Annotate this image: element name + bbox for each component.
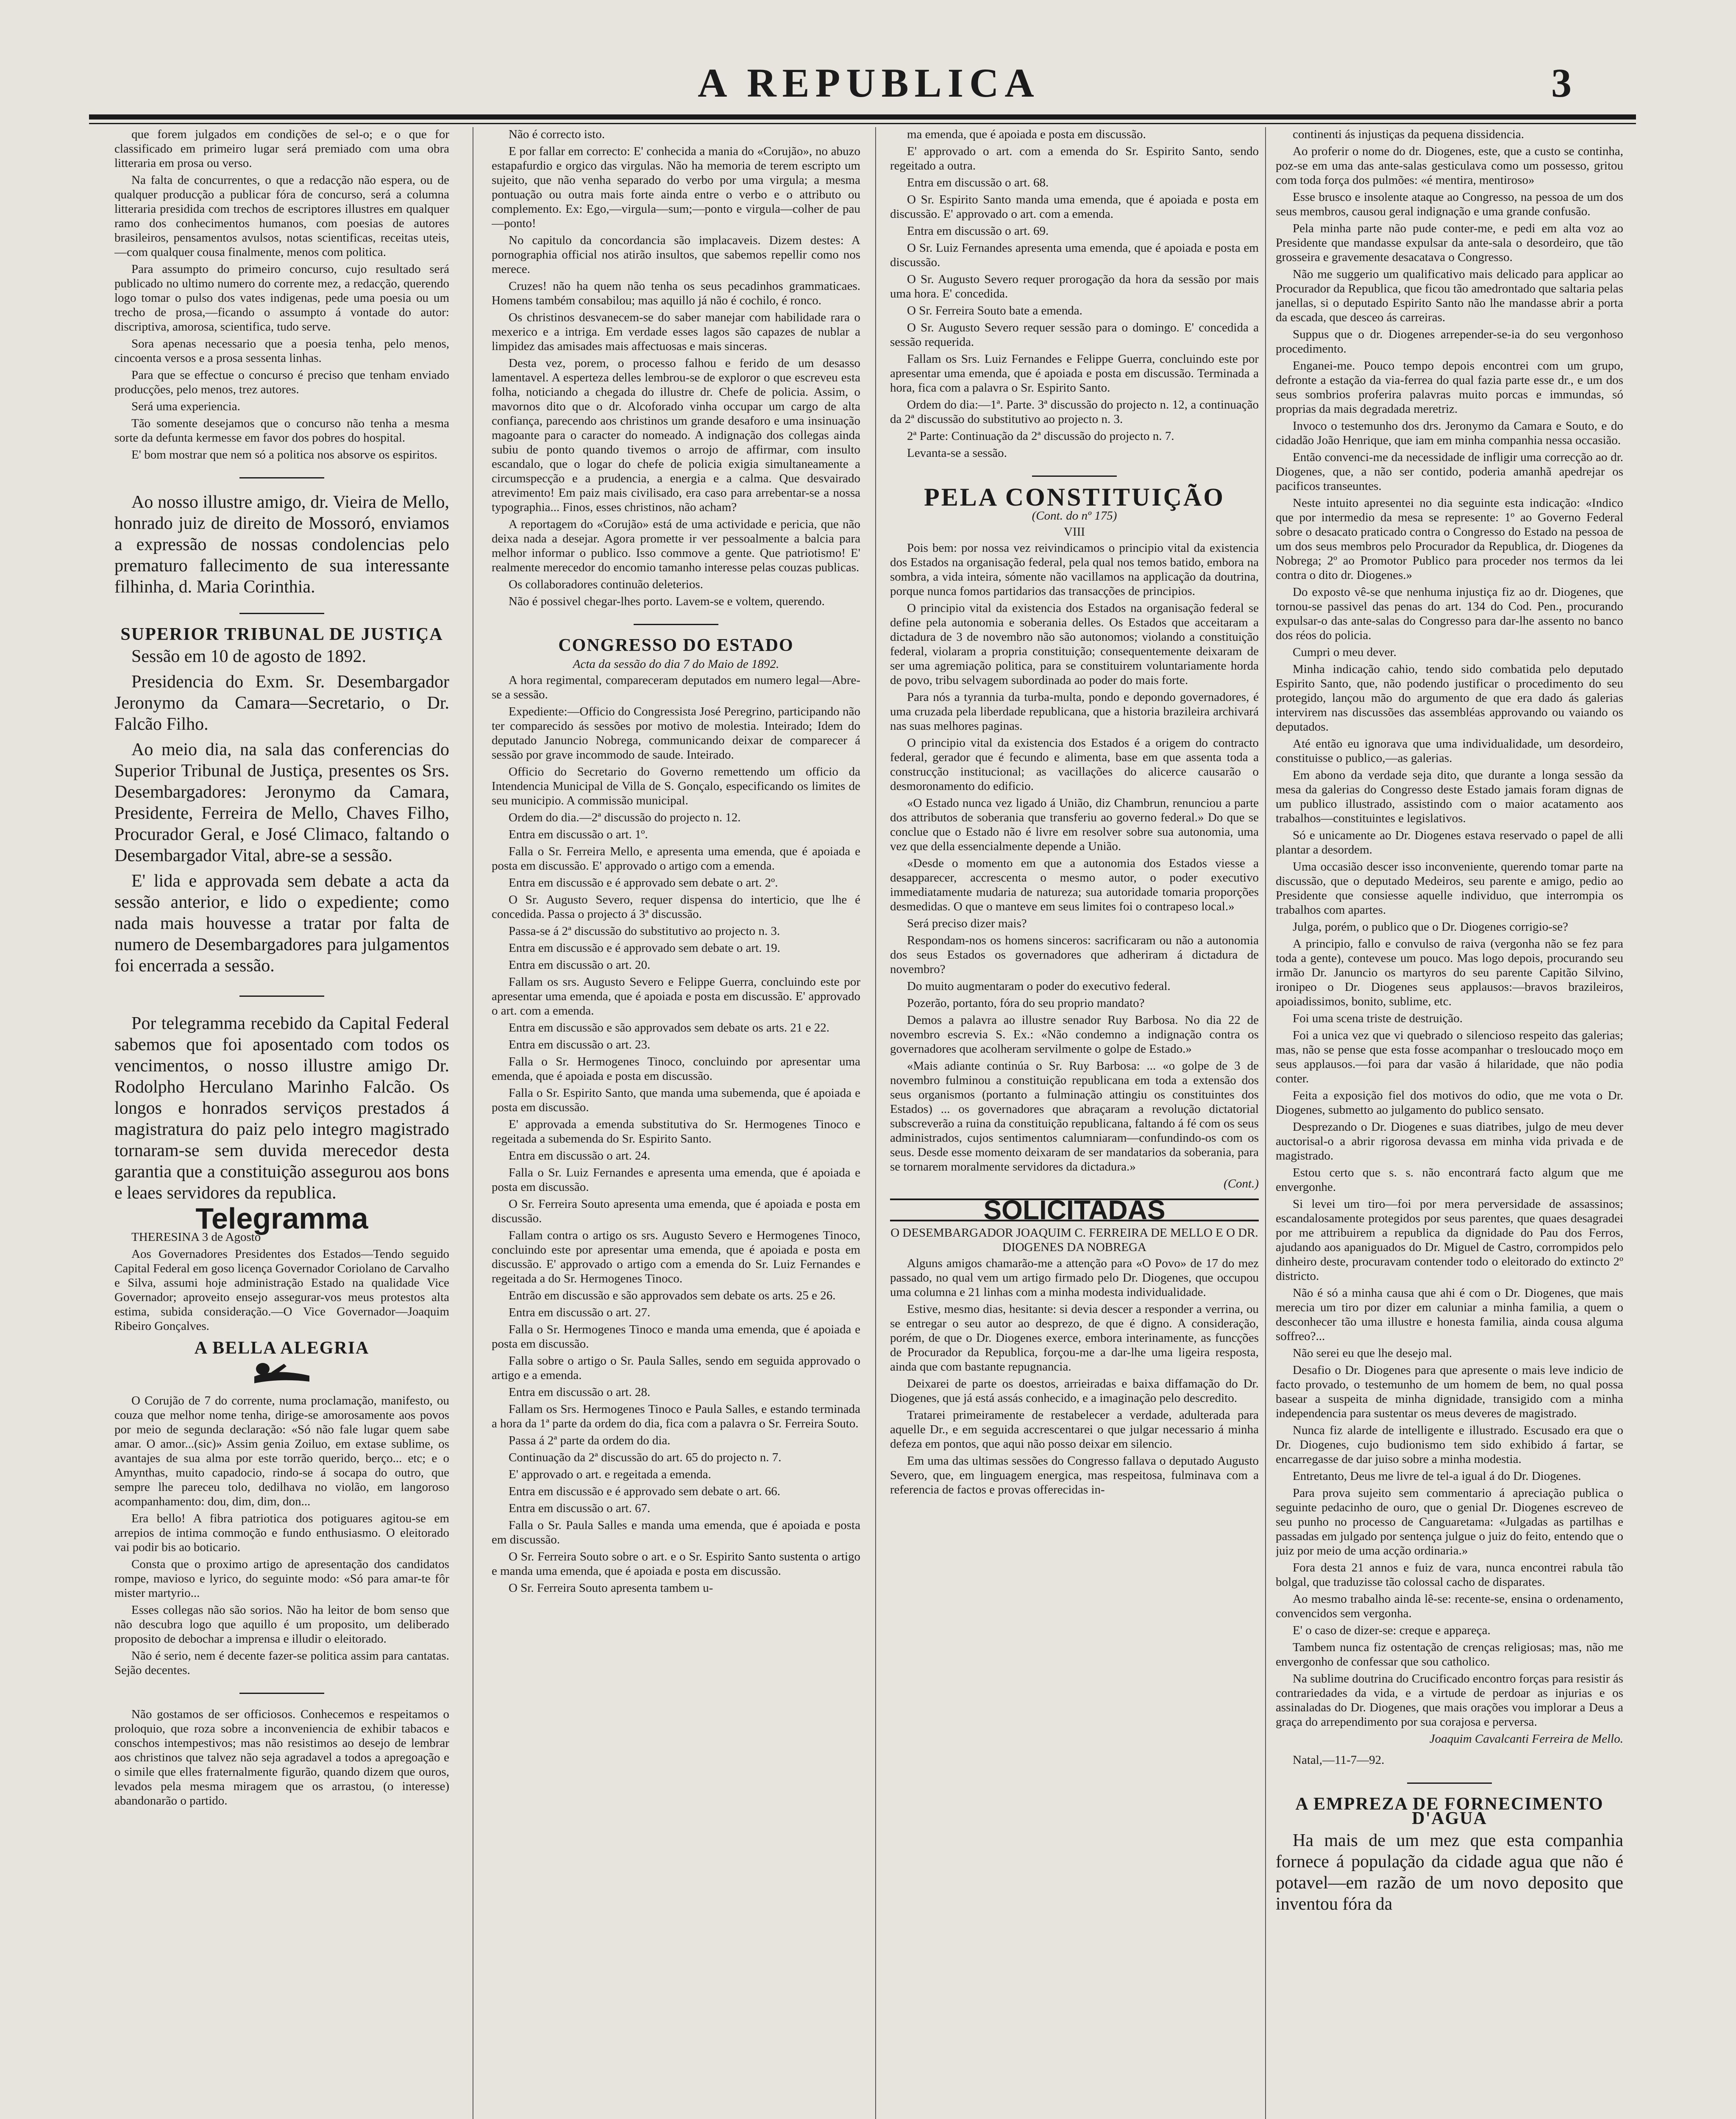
separator-ornament xyxy=(114,984,449,1005)
paragraph: Será uma experiencia. xyxy=(131,400,240,413)
paragraph: E' approvado o art. e regeitada a emenda. xyxy=(509,1468,711,1481)
paragraph: Officio do Secretario do Governo remettendo um officio da Intendencia Municipal de Villa de S. Gonçalo, especificando os limites de seu municipio. A commissão municipal. xyxy=(492,765,860,807)
paragraph: Não é possivel chegar-lhes porto. Lavem-se e voltem, querendo. xyxy=(509,595,825,608)
paragraph: Entrão em discussão e são approvados sem debate os arts. 25 e 26. xyxy=(509,1289,836,1302)
paragraph: Falla o Sr. Ferreira Mello, e apresenta uma emenda, que é apoiada e posta em discussão. E' approvado o artigo com a emenda. xyxy=(492,845,860,873)
paragraph: Do muito augmentaram o poder do executivo federal. xyxy=(907,979,1171,993)
separator-ornament xyxy=(1276,1775,1623,1789)
paragraph: A principio, fallo e convulso de raiva (vergonha não se fez para toda a gente), contevese um pouco. Mas logo depois, procurando seu irmão Dr. Januncio os martyros do seu parente Capitão Silvino, ironipeo o Dr. Diogenes seus applausos:—bravos brazileiros, apoiadissimos, bonito, sublime, etc. xyxy=(1276,937,1623,1008)
paragraph: Falla o Sr. Hermogenes Tinoco, concluindo por apresentar uma emenda, que é apoiada e posta em discussão. xyxy=(492,1055,860,1083)
paragraph: O Corujão de 7 do corrente, numa proclamação, manifesto, ou couza que melhor nome tenha, dirige-se amorosamente aos povos por meio de segunda declaração: «Só não fale lugar quem sabe amar. O amor...(sic)» Assim genia Zoiluo, em extase sublime, os avantajes de sua alma por este torrão querido, berço... etc; e o Amynthas, muito capadocio, rindo-se á socapa do outro, que sempre lhe pareceu tolo, dedilhava no violão, em langoroso acompanhamento: dou, dim, dim, don... xyxy=(114,1394,449,1508)
paragraph: «Desde o momento em que a autonomia dos Estados viesse a desapparecer, accrescenta o mesmo autor, o poder executivo immediatamente mudaria de natureza; sua autoridade tomaria proporções desmedidas. O que o manteve em seus limites foi o contrapeso local.» xyxy=(890,856,1259,913)
paragraph: Fallam contra o artigo os srs. Augusto Severo e Hermogenes Tinoco, concluindo este por apresentar uma emenda, que é apoiada e posta em discussão. E' approvado o artigo com a emenda do Sr. Luiz Fernandes e regeitada a do Sr. Hermogenes Tinoco. xyxy=(492,1229,860,1285)
paragraph: Si levei um tiro—foi por mera perversidade de assassinos; escandalosamente protegidos por seus parentes, que quaes desagradei por me attribuirem a republica da dignidade do Pau dos Ferros, ajudando aos apaniguados do Dr. Miguel de Castro, corrompidos pelo dinheiro deste, procuravam contender todo o eleitorado do extincto 2º districto. xyxy=(1276,1197,1623,1283)
paragraph: Presidencia do Exm. Sr. Desembargador Jeronymo da Camara—Secretario, o Dr. Falcão Filho. xyxy=(114,672,449,734)
paragraph: Julga, porém, o publico que o Dr. Diogenes corrigio-se? xyxy=(1293,920,1568,934)
section-heading-solicitadas: SOLICITADAS xyxy=(890,1199,1259,1221)
separator-ornament xyxy=(890,468,1259,482)
page-header xyxy=(0,0,1736,119)
paragraph: Na sublime doutrina do Crucificado encontro forças para resistir ás contrariedades da vida, e a virtude de perdoar as injurias e os assinaladas do Dr. Diogenes, que mais orações vou implorar a Deus a graça do arrependimento por sua corajosa e perversa. xyxy=(1276,1672,1623,1729)
masthead-title: A REPUBLICA xyxy=(698,60,1040,106)
paragraph: Falla sobre o artigo o Sr. Paula Salles, sendo em seguida approvado o artigo e a emenda. xyxy=(492,1354,860,1382)
paragraph: Em uma das ultimas sessões do Congresso fallava o deputado Augusto Severo, que, em linguagem energica, mas respeitosa, fulminava com a referencia de factos e provas offerecidas in- xyxy=(890,1454,1259,1496)
paragraph: Foi a unica vez que vi quebrado o silencioso respeito das galerias; mas, não se pense que esta fosse acompanhar o tresloucado moço em seus applausos.—foi para dar vasão á hilaridade, que não podia conter. xyxy=(1276,1029,1623,1085)
paragraph: Entra em discussão e é approvado sem debate o art. 19. xyxy=(509,941,781,955)
column-4 xyxy=(1276,127,1623,2119)
paragraph: A reportagem do «Corujão» está de uma actividade e pericia, que não deixa nada a desejar. Agora promette ir ver pessoalmente a balcia para melhor informar o publico. Isso commove a gente. Que patriotismo! E' realmente merecedor do encomio tamanho interesse pelas couzas publicas. xyxy=(492,517,860,574)
paragraph: ma emenda, que é apoiada e posta em discussão. xyxy=(907,128,1146,141)
paragraph: Então convenci-me da necessidade de infligir uma correcção ao dr. Diogenes, que, a não ser contido, poderia amanhã apedrejar os pacificos transeuntes. xyxy=(1276,450,1623,493)
paragraph: Aos Governadores Presidentes dos Estados—Tendo seguido Capital Federal em goso licença Governador Coriolano de Carvalho e Silva, assumi hoje administração Estado na qualidade Vice Governador; aproveito ensejo assegurar-vos meus protestos alta estima, subida consideração.—O Vice Governador—Joaquim Ribeiro Gonçalves. xyxy=(114,1247,449,1333)
section-heading-tribunal: SUPERIOR TRIBUNAL DE JUSTIÇA xyxy=(120,625,443,644)
section-subtitle: O DESEMBARGADOR JOAQUIM C. FERREIRA DE MELLO E O DR. DIOGENES DA NOBREGA xyxy=(890,1226,1258,1254)
paragraph: Estive, mesmo dias, hesitante: si devia descer a responder a verrina, ou se entregar o seu autor ao desprezo, de que é digno. A consideração, porém, de que o Dr. Diogenes exerce, embora interinamente, as funcções de Procurador da Republica, forçou-me a dar-lhe uma ligeira resposta, ainda que com bastante repugnancia. xyxy=(890,1302,1259,1374)
paragraph: E' approvado o art. com a emenda do Sr. Espirito Santo, sendo regeitado a outra. xyxy=(890,145,1259,172)
column-divider xyxy=(1265,127,1266,2119)
paragraph: Ao meio dia, na sala das conferencias do Superior Tribunal de Justiça, presentes os Srs. Desembargadores: Jeronymo da Camara, Presidente, Ferreira de Mello, Chaves Filho, Procurador Geral, e José Climaco, faltando o Desembargador Vital, abre-se a sessão. xyxy=(114,740,449,865)
paragraph: Tambem nunca fiz ostentação de crenças religiosas; mas, não me envergonho de confessar que sou catholico. xyxy=(1276,1641,1623,1669)
paragraph: Ao mesmo trabalho ainda lê-se: recente-se, ensina o ordenamento, convencidos sem vergonha. xyxy=(1276,1592,1623,1620)
paragraph: que forem julgados em condições de sel-o; e o que for classificado em primeiro lugar será premiado com uma obra litteraria em prosa ou verso. xyxy=(114,128,449,170)
section-heading-bella-alegria: A BELLA ALEGRIA xyxy=(194,1338,370,1358)
separator-ornament xyxy=(114,470,449,484)
paragraph: Só e unicamente ao Dr. Diogenes estava reservado o papel de alli plantar a desordem. xyxy=(1276,829,1623,856)
section-heading-empreza: A EMPREZA DE FORNECIMENTO D'AGUA xyxy=(1295,1794,1604,1828)
paragraph: Sessão em 10 de agosto de 1892. xyxy=(131,647,367,666)
signature: Joaquim Cavalcanti Ferreira de Mello. xyxy=(1429,1732,1623,1746)
paragraph: Desta vez, porem, o processo falhou e ferido de um desasso lamentavel. A esperteza delles lembrou-se de exploror o que escreveu esta folha, noticiando a chegada do illustre dr. Chefe de policia. Assim, o mavornos dito que o dr. Alcoforado vinha occupar um cargo de alta confiança, parecendo aos christinos um grande desaforo e uma insinuação magoante para o caracter do nomeado. A indignação dos collegas ainda subiu de ponto quando tivemos o arrojo de affirmar, com insulto escandalo, que o logar do chefe de policia exigia simultaneamente a circumspecção e a prudencia, a energia e a calma. Que desvairado atrevimento! Em paiz mais civilisado, era caso para arrebentar-se a nossa typographia... Finos, esses christinos, não acham? xyxy=(492,356,860,514)
paragraph: Enganei-me. Pouco tempo depois encontrei com um grupo, defronte a estação da via-ferrea do qual fazia parte esse dr., e um dos seus sombrios proferira palavras muito porcas e immundas, só proprias da mais degradada meretriz. xyxy=(1276,359,1623,416)
paragraph: Ao proferir o nome do dr. Diogenes, este, que a custo se continha, poz-se em uma das ante-salas gesticulava como um possesso, gritou com toda força dos pulmões: «é mentira, mentiroso» xyxy=(1276,145,1623,187)
condolence-notice xyxy=(114,492,449,598)
paragraph: Era bello! A fibra patriotica dos potiguares agitou-se em arrepios de intima commoção e fundo enthusiasmo. O eleitorado vai podir bis ao boticario. xyxy=(114,1512,449,1554)
paragraph: O Sr. Ferreira Souto apresenta tambem u- xyxy=(509,1581,713,1595)
paragraph: «Mais adiante continúa o Sr. Ruy Barbosa: ... «o golpe de 3 de novembro fulminou a constituição republicana em toda a extensão dos seus organismos (portanto a fulminação attingiu os constituintes dos Estados) ... os governadores que abraçaram a revolução dictatorial subscreverão a ruina da constituição republicana, faltando á fé com os seus administrados, cujos sentimentos calumniaram—confundindo-os com os seus. Desde esse momento deixaram de ser mandatarios da soberania, para se tornarem moralmente servidores da dictadura.» xyxy=(890,1059,1259,1174)
paragraph: Não é correcto isto. xyxy=(509,128,605,141)
paragraph: O Sr. Augusto Severo requer prorogação da hora da sessão por mais uma hora. E' concedida. xyxy=(890,273,1259,300)
paragraph: Deixarei de parte os doestos, arrieiradas e baixa diffamação do Dr. Diogenes, que já está assás conhecido, e a imaginação pelo descredito. xyxy=(890,1377,1259,1405)
paragraph: Entra em discussão e é approvado sem debate o art. 2º. xyxy=(509,876,778,890)
dateline: THERESINA 3 de Agosto xyxy=(131,1230,261,1244)
separator-ornament xyxy=(492,616,860,631)
paragraph: Fallam os Srs. Luiz Fernandes e Felippe Guerra, concluindo este por apresentar uma emenda, que é apoiada e posta em discussão. Terminada a hora, fica com a palavra o Sr. Espirito Santo. xyxy=(890,352,1259,395)
paragraph: Os collaboradores continuão deleterios. xyxy=(509,578,704,591)
paragraph: Não gostamos de ser officiosos. Conhecemos e respeitamos o proloquio, que roza sobre a inconveniencia de exhibir tabacos e conschos intempestivos; mas não resistimos ao desejo de lembrar aos christinos que talvez não seja agradavel a todos a apregoação e o simile que elles fraternalmente figurão, quando dizem que ouros, levados pela mesma miragem que os arrastou, (o interesse) abandonarão o partido. xyxy=(114,1707,449,1808)
paragraph: Tão somente desejamos que o concurso não tenha a mesma sorte da defunta kermesse em favor dos pobres do hospital. xyxy=(114,417,449,445)
paragraph: Estou certo que s. s. não encontrará facto algum que me envergonhe. xyxy=(1276,1166,1623,1194)
separator-ornament xyxy=(114,605,449,620)
paragraph: O Sr. Augusto Severo, requer dispensa do interticio, que lhe é concedida. Passa o projecto á 3ª discussão. xyxy=(492,893,860,921)
paragraph: Ordem do dia:—1ª. Parte. 3ª discussão do projecto n. 12, a continuação da 2ª discussão do substitutivo ao projecto n. 3. xyxy=(890,398,1259,426)
paragraph: Passa á 2ª parte da ordem do dia. xyxy=(509,1434,670,1447)
paragraph: Ordem do dia.—2ª discussão do projecto n. 12. xyxy=(509,811,741,824)
paragraph: «O Estado nunca vez ligado á União, diz Chambrun, renunciou a parte dos attributos de soberania que transferiu ao governo federal.» Do que se conclue que o Estado não é livre em resolver sobre sua autonomia, uma vez que della essencialmente depende a União. xyxy=(890,796,1259,853)
paragraph: Levanta-se a sessão. xyxy=(907,446,1007,460)
section-heading-constituicao: PELA CONSTITUIÇÃO xyxy=(924,483,1225,511)
paragraph: Minha indicação cahio, tendo sido combatida pelo deputado Espirito Santo, que, não podendo justificar o procedimento do seu protegido, lançou mão do argumento de que era dado ás galerias intervirem nas discussões das assembléas approvando ou vaiando os deputados. xyxy=(1276,662,1623,734)
section-subtitle: Acta da sessão do dia 7 do Maio de 1892. xyxy=(573,657,779,671)
paragraph: Do exposto vê-se que nenhuma injustiça fiz ao dr. Diogenes, que tornou-se passivel das penas do art. 134 do Cod. Pen., procurando expulsar-o das ante-salas do Congresso para dar-lhe assento no banco dos réos do policia. xyxy=(1276,585,1623,642)
paragraph: E por fallar em correcto: E' conhecida a mania do «Corujão», no abuzo estapafurdio e orgico das virgulas. Não ha memoria de terem escripto um sujeito, que não venha separado do verbo por uma virgula; a mesma pontuação ou outra mais forte ainda entre o verbo e o attributo ou complemento. Ex: Ego,—virgula—sum;—ponto e virgula—colher de pau—ponto! xyxy=(492,145,860,230)
paragraph: Para prova sujeito sem commentario á apreciação publica o seguinte pedacinho de ouro, que o genial Dr. Diogenes escreveo de seu punho no processo de Canguaretama: «Julgadas as partilhas e passadas em julgado por sentença julgue o juiz do feito, entendo que o juiz por meio de uma acção ordinaria.» xyxy=(1276,1486,1623,1557)
page-number: 3 xyxy=(1551,60,1572,106)
paragraph: Entretanto, Deus me livre de tel-a igual á do Dr. Diogenes. xyxy=(1293,1469,1581,1483)
paragraph: Entra em discussão o art. 27. xyxy=(509,1306,651,1319)
paragraph: Alguns amigos chamarão-me a attenção para «O Povo» de 17 do mez passado, no qual vem um artigo firmado pelo Dr. Diogenes, que occupou uma columna e 21 linhas com a minha modesta individualidade. xyxy=(890,1257,1259,1299)
paragraph: Ha mais de um mez que esta companhia fornece á população da cidade agua que não é potavel—em razão de um novo deposito que inventou fóra da xyxy=(1276,1831,1623,1914)
paragraph: Feita a exposição fiel dos motivos do odio, que me vota o Dr. Diogenes, submetto ao julgamento do publico sensato. xyxy=(1276,1089,1623,1117)
paragraph: Continuação da 2ª discussão do art. 65 do projecto n. 7. xyxy=(509,1451,782,1464)
paragraph: Respondam-nos os homens sinceros: sacrificaram ou não a autonomia dos seus Estados os governadores que adheriram á dictadura de novembro? xyxy=(890,934,1259,976)
paragraph: E' approvada a emenda substitutiva do Sr. Hermogenes Tinoco e regeitada a subemenda do Sr. Espirito Santo. xyxy=(492,1118,860,1146)
paragraph: Entra em discussão e são approvados sem debate os arts. 21 e 22. xyxy=(509,1021,830,1034)
paragraph: Em abono da verdade seja dito, que durante a longa sessão da mesa da galerias do Congresso deste Estado jamais foram dignas de um publico illustrado, assistindo com o maior acatamento aos trabalhos—constituintes e legislativos. xyxy=(1276,768,1623,825)
paragraph: Cruzes! não ha quem não tenha os seus pecadinhos grammaticaes. Homens também consabilou; mas aquillo já não é cochilo, é ronco. xyxy=(492,279,860,307)
chapter-number: VIII xyxy=(1064,525,1085,539)
paragraph: Entra em discussão o art. 69. xyxy=(907,224,1049,238)
header-rule-thin xyxy=(89,123,1636,124)
paragraph: O principio vital da existencia dos Estados é a origem do contracto federal, gerador que é fecundo e alimenta, base em que assenta toda a construcção institucional; as vacillações do alicerce causarão o desmoronamento do edificio. xyxy=(890,736,1259,793)
paragraph: Até então eu ignorava que uma individualidade, um desordeiro, constituisse o publico,—as galerias. xyxy=(1276,737,1623,765)
paragraph: Entra em discussão o art. 23. xyxy=(509,1038,651,1051)
paragraph: 2ª Parte: Continuação da 2ª discussão do projecto n. 7. xyxy=(907,429,1174,443)
paragraph: Esses collegas não são sorios. Não ha leitor de bom senso que não descubra logo que aquillo é um proposito, um deliberado proposito de debochar a imprensa e illudir o eleitorado. xyxy=(114,1603,449,1646)
paragraph: E' o caso de dizer-se: creque e appareça. xyxy=(1293,1624,1491,1637)
column-3 xyxy=(890,127,1259,2119)
paragraph: Desafio o Dr. Diogenes para que apresente o mais leve indicio de facto provado, o testemunho de um homem de bem, no qual possa basear a suspeita de minha dignidade, transigido com a minha independencia para sustentar os meus deveres de magistrado. xyxy=(1276,1363,1623,1420)
paragraph: Esse brusco e insolente ataque ao Congresso, na pessoa de um dos seus membros, causou geral indignação e uma grande confusão. xyxy=(1276,190,1623,218)
paragraph: Pozerão, portanto, fóra do seu proprio mandato? xyxy=(907,996,1145,1010)
paragraph: Entra em discussão o art. 28. xyxy=(509,1385,651,1399)
section-subtitle: (Cont. do nº 175) xyxy=(1032,509,1117,523)
separator-ornament xyxy=(114,1685,449,1699)
paragraph: Pela minha parte não pude conter-me, e pedi em alta voz ao Presidente que mandasse expulsar da ante-sala o desordeiro, que tão grosseira e gravemente desacatava o Congresso. xyxy=(1276,222,1623,264)
paragraph: Cumpri o meu dever. xyxy=(1293,645,1397,659)
paragraph: Fallam os Srs. Hermogenes Tinoco e Paula Salles, e estando terminada a hora da 1ª parte da ordem do dia, fica com a palavra o Sr. Ferreira Souto. xyxy=(492,1402,860,1430)
paragraph: Tratarei primeiramente de restabelecer a verdade, adulterada para aquelle Dr., e em seguida accrescentarei o que julgar necessario á minha defeza em pontos, que aqui não posso deixar em silencio. xyxy=(890,1408,1259,1451)
paragraph: Para que se effectue o concurso é preciso que tenham enviado producções, pelo menos, trez autores. xyxy=(114,368,449,396)
paragraph: O Sr. Ferreira Souto bate a emenda. xyxy=(907,304,1082,317)
paragraph: Os christinos desvanecem-se do saber manejar com habilidade rara o mexerico e a intriga. Em verdade esses lagos são capazes de nublar a limpidez das amisades mais affectuosas e mais sinceras. xyxy=(492,311,860,353)
paragraph: Não serei eu que lhe desejo mal. xyxy=(1293,1346,1452,1360)
paragraph: Expediente:—Officio do Congressista José Peregrino, participando não ter comparecido ás sessões por motivo de molestia. Inteirado; Idem do deputado Januncio Nobrega, communicando deixar de comparecer á sessão por grave incommodo de saude. Inteirado. xyxy=(492,705,860,762)
empreza-section xyxy=(1276,1830,1623,1915)
tribunal-section xyxy=(114,646,449,1204)
paragraph: Entra em discussão o art. 67. xyxy=(509,1502,651,1515)
paragraph: O principio vital da existencia dos Estados na organisação federal se define pela autonomia e soberania delles. Os Estados que acceitaram a dictadura de 3 de novembro não são autonomos; violando a constituição federal, violaram a propria constituição; consequentemente deixaram de ser uma agremiação politica, para se constituirem voluntariamente horda de povo, tribu selvagem subordinada ao poder do mais forte. xyxy=(890,601,1259,687)
paragraph: Foi uma scena triste de destruição. xyxy=(1293,1012,1463,1025)
paragraph: Será preciso dizer mais? xyxy=(907,917,1027,930)
paragraph: E' lida e approvada sem debate a acta da sessão anterior, e lido o expediente; como nada mais houvesse a tratar por falta de numero de Desembargadores para julgamentos foi encerrada a sessão. xyxy=(114,871,449,976)
paragraph: Ao nosso illustre amigo, dr. Vieira de Mello, honrado juiz de direito de Mossoró, enviamos a expressão de nossas condolencias pelo prematuro fallecimento de sua interessante filhinha, d. Maria Corinthia. xyxy=(114,492,449,597)
paragraph: Uma occasião descer isso inconveniente, querendo tomar parte na discussão, que o deputado Medeiros, seu parente e amigo, pedio ao Presidente que consiesse aquelle individuo, que interrompia os trabalhos com apartes. xyxy=(1276,860,1623,917)
paragraph: Pois bem: por nossa vez reivindicamos o principio vital da existencia dos Estados na organisação federal, pela qual nos temos batido, embora na sombra, a vida inteira, sómente não vacillamos na applicação da doutrina, porque nunca fomos partidarios das transacções de principios. xyxy=(890,541,1259,598)
paragraph: Desprezando o Dr. Diogenes e suas diatribes, julgo de meu dever auctorisal-o a abrir rigorosa devassa em minha vida privada e de magistrado. xyxy=(1276,1120,1623,1162)
paragraph: O Sr. Ferreira Souto apresenta uma emenda, que é apoiada e posta em discussão. xyxy=(492,1197,860,1225)
continued-note: (Cont.) xyxy=(1224,1177,1259,1190)
paragraph: O Sr. Luiz Fernandes apresenta uma emenda, que é apoiada e posta em discussão. xyxy=(890,241,1259,269)
paragraph: Neste intuito apresentei no dia seguinte esta indicação: «Indico que por intermedio da mesa se represente: 1º ao Governo Federal sobre o desacato praticado contra o Congresso do Estado na pessoa de um dos seus membros pelo Procurador da Republica, dr. Diogenes da Nobrega; 2º ao Promotor Publico para proceder nos termos da lei contra o dito dr. Diogenes.» xyxy=(1276,496,1623,582)
paragraph: Invoco o testemunho dos drs. Jeronymo da Camara e Souto, e do cidadão João Henrique, que iam em minha companhia nessa occasião. xyxy=(1276,419,1623,447)
dateline: Natal,—11-7—92. xyxy=(1293,1753,1385,1767)
paragraph: Não me suggerio um qualificativo mais delicado para applicar ao Procurador da Republica, que ficou tão amedrontado que saltaria pelas janellas, si o deputado Espirito Santo não lhe mandasse abrir a porta da escada, que desceo ás carreiras. xyxy=(1276,267,1623,324)
column-divider xyxy=(875,127,876,2119)
paragraph: A hora regimental, compareceram deputados em numero legal—Abre-se a sessão. xyxy=(492,673,860,701)
paragraph: Consta que o proximo artigo de apresentação dos candidatos rompe, mavioso e lyrico, do seguinte modo: «Só para amar-te fôr mister martyrio... xyxy=(114,1557,449,1600)
paragraph: Não é só a minha causa que ahi é com o Dr. Diogenes, que mais merecia um tiro por dizer em caluniar a minha familia, a quem o desconhecer tão uma illustre e honesta familia, ainda cousa alguma soffreo?... xyxy=(1276,1286,1623,1343)
column-1 xyxy=(114,127,449,2119)
paragraph: Fora desta 21 annos e fuiz de vara, nunca encontrei rabula tão bolgal, que traduzisse tão colossal cacho de disparates. xyxy=(1276,1561,1623,1589)
paragraph: Falla o Sr. Espirito Santo, que manda uma subemenda, que é apoiada e posta em discussão. xyxy=(492,1086,860,1114)
header-rule-thick xyxy=(89,114,1636,120)
paragraph: Falla o Sr. Hermogenes Tinoco e manda uma emenda, que é apoiada e posta em discussão. xyxy=(492,1323,860,1351)
paragraph: O Sr. Augusto Severo requer sessão para o domingo. E' concedida a sessão requerida. xyxy=(890,321,1259,349)
paragraph: Sora apenas necessario que a poesia tenha, pelo menos, cincoenta versos e a prosa sessenta linhas. xyxy=(114,337,449,365)
paragraph: continenti ás injustiças da pequena dissidencia. xyxy=(1293,128,1525,141)
paragraph: Entra em discussão e é approvado sem debate o art. 66. xyxy=(509,1485,781,1498)
paragraph: Entra em discussão o art. 68. xyxy=(907,176,1049,189)
paragraph: O Sr. Ferreira Souto sobre o art. e o Sr. Espirito Santo sustenta o artigo e manda uma emenda, que é apoiada e posta em discussão. xyxy=(492,1550,860,1578)
paragraph: Na falta de concurrentes, o que a redacção não espera, ou de qualquer producção a publicar fóra de concurso, será a columna litteraria presidida com trechos de escriptores illustres em qualquer ramo dos conhecimentos humanos, com poesias de autores brasileiros, pensamentos avulsos, notas scientificas, receitas uteis,—com qualquer cousa finalmente, menos com politica. xyxy=(114,173,449,259)
paragraph: Nunca fiz alarde de intelligente e illustrado. Escusado era que o Dr. Diogenes, cujo budionismo tem sido exhibido á fartar, se encarregasse de dar juiso sobre a minha modestia. xyxy=(1276,1424,1623,1466)
paragraph: E' bom mostrar que nem só a politica nos absorve os espiritos. xyxy=(131,448,438,462)
paragraph: Entra em discussão o art. 24. xyxy=(509,1149,651,1162)
paragraph: Para nós a tyrannia da turba-multa, pondo e depondo governadores, é uma cruzada pela liberdade republicana, que a historia brazileira archivará nas suas melhores paginas. xyxy=(890,690,1259,733)
paragraph: O Sr. Espirito Santo manda uma emenda, que é apoiada e posta em discussão. E' approvado o art. com a emenda. xyxy=(890,193,1259,221)
section-heading-congresso: CONGRESSO DO ESTADO xyxy=(558,636,794,655)
paragraph: Passa-se á 2ª discussão do substitutivo ao projecto n. 3. xyxy=(509,924,780,938)
reclining-figure-illustration xyxy=(246,1360,318,1389)
paragraph: Não é serio, nem é decente fazer-se politica assim para cantatas. Sejão decentes. xyxy=(114,1649,449,1677)
paragraph: Entra em discussão o art. 1º. xyxy=(509,828,648,841)
paragraph: Falla o Sr. Luiz Fernandes e apresenta uma emenda, que é apoiada e posta em discussão. xyxy=(492,1166,860,1194)
paragraph: Fallam os srs. Augusto Severo e Felippe Guerra, concluindo este por apresentar uma emenda, que é apoiada e posta em discussão. E' approvado o art. com a emenda. xyxy=(492,975,860,1018)
paragraph: No capitulo da concordancia são implacaveis. Dizem destes: A pornographia official nos atirão insultos, que sabemos repellir como nos merece. xyxy=(492,234,860,276)
paragraph: Falla o Sr. Paula Salles e manda uma emenda, que é apoiada e posta em discussão. xyxy=(492,1518,860,1546)
paragraph: Para assumpto do primeiro concurso, cujo resultado será publicado no ultimo numero do corrente mez, a redacção, querendo logo tomar o pulso dos vates indigenas, pede uma poesia ou um trecho de prosa,—ficando o assumpto á vontade do autor: discriptiva, amorosa, scientifica, tudo serve. xyxy=(114,262,449,334)
section-heading-telegramma: Telegramma xyxy=(195,1202,368,1235)
column-2 xyxy=(492,127,860,2119)
paragraph: Demos a palavra ao illustre senador Ruy Barbosa. No dia 22 de novembro escrevia S. Ex.: «Não condemno a indignação contra os governadores que acolheram servilmente o golpe de Estado.» xyxy=(890,1013,1259,1056)
paragraph: Entra em discussão o art. 20. xyxy=(509,958,651,972)
paragraph: Por telegramma recebido da Capital Federal sabemos que foi aposentado com todos os vencimentos, o nosso illustre amigo Dr. Rodolpho Herculano Marinho Falcão. Os longos e honrados serviços prestados á magistratura do paiz pelo integro magistrado tornaram-se sem duvida merecedor desta garantia que a constituição assegurou aos bons e leaes servidores da republica. xyxy=(114,1014,449,1203)
paragraph: Suppus que o dr. Diogenes arrepender-se-ia do seu vergonhoso procedimento. xyxy=(1276,328,1623,356)
